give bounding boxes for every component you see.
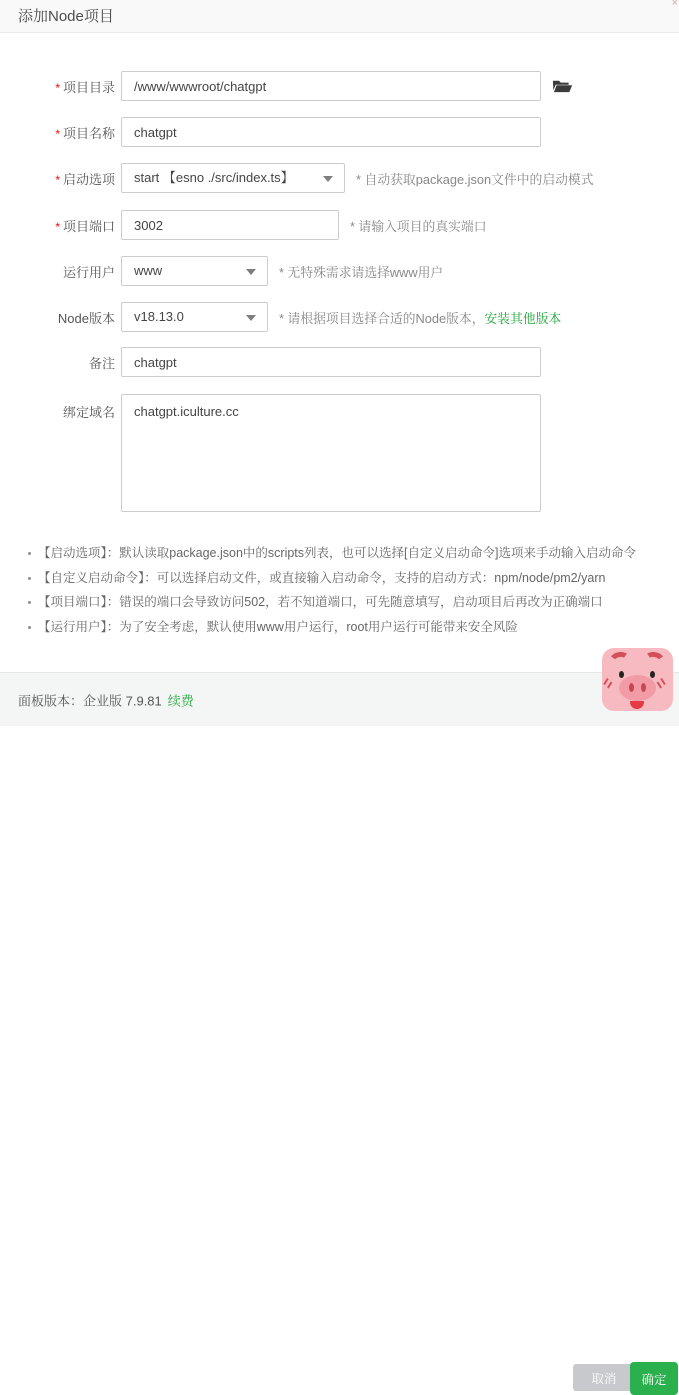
pig-eye-right xyxy=(650,671,655,678)
required-asterisk: * xyxy=(55,172,60,187)
field-row-node-version xyxy=(0,302,679,332)
pig-cheek-right xyxy=(660,678,665,685)
notes-list xyxy=(0,545,671,643)
caret-down-icon xyxy=(246,315,256,321)
project-directory-input[interactable] xyxy=(121,71,541,101)
pig-cheek-left xyxy=(603,678,608,685)
dialog-footer xyxy=(0,672,679,1387)
node-version-hint: * 请根据项目选择合适的Node版本，安装其他版本 xyxy=(279,310,562,326)
field-row-project-directory xyxy=(0,71,679,101)
required-asterisk: * xyxy=(55,219,60,234)
run-user-value: www xyxy=(134,263,163,278)
field-row-bind-domain xyxy=(0,394,679,512)
note-item: 【运行用户】：为了安全考虑，默认使用www用户运行，root用户运行可能带来安全风险 xyxy=(0,619,671,636)
field-row-run-user xyxy=(0,256,679,286)
node-version-select[interactable] xyxy=(121,302,268,332)
required-asterisk: * xyxy=(55,126,60,141)
remark-input[interactable] xyxy=(121,347,541,377)
project-name-label: * 项目名称 xyxy=(55,125,115,141)
field-row-start-option xyxy=(0,163,679,193)
run-user-select[interactable] xyxy=(121,256,268,286)
required-asterisk: * xyxy=(55,80,60,95)
pig-nostril-right xyxy=(641,683,646,692)
field-row-remark xyxy=(0,347,679,377)
project-directory-label: * 项目目录 xyxy=(55,79,115,95)
run-user-label: 运行用户 xyxy=(62,264,115,280)
close-icon[interactable]: × xyxy=(671,0,678,9)
panel-version xyxy=(18,690,194,709)
dialog-header xyxy=(0,0,679,33)
folder-open-icon[interactable] xyxy=(552,78,573,94)
start-option-label: * 启动选项 xyxy=(55,171,115,187)
caret-down-icon xyxy=(246,269,256,275)
dialog-title: 添加Node项目 xyxy=(18,8,114,25)
pig-ear-left xyxy=(608,650,633,672)
pig-snout xyxy=(619,675,656,701)
renew-link[interactable]: 续费 xyxy=(167,693,194,708)
field-row-project-port xyxy=(0,210,679,240)
panel-version-label: 面板版本： xyxy=(18,693,84,708)
node-version-value: v18.13.0 xyxy=(134,309,184,324)
note-item: 【启动选项】：默认读取package.json中的scripts列表，也可以选择[自定义启动命令]选项来手动输入启动命令 xyxy=(0,545,671,562)
install-other-version-link[interactable]: 安装其他版本 xyxy=(484,310,562,326)
pig-eye-left xyxy=(619,671,624,678)
cancel-button[interactable]: 取消 xyxy=(573,1364,635,1391)
project-name-input[interactable] xyxy=(121,117,541,147)
start-option-hint: * 自动获取package.json文件中的启动模式 xyxy=(356,171,594,187)
bind-domain-label: 绑定域名 xyxy=(62,405,115,420)
note-item: 【自定义启动命令】：可以选择启动文件，或直接输入启动命令，支持的启动方式：npm/node/pm2/yarn xyxy=(0,570,671,587)
project-port-hint: * 请输入项目的真实端口 xyxy=(350,218,487,234)
run-user-hint: * 无特殊需求请选择www用户 xyxy=(279,264,444,280)
pig-ear-right xyxy=(642,650,667,672)
project-port-input[interactable] xyxy=(121,210,339,240)
confirm-button[interactable]: 确定 xyxy=(630,1362,678,1395)
caret-down-icon xyxy=(323,176,333,182)
note-item: 【项目端口】：错误的端口会导致访问502，若不知道端口，可先随意填写，启动项目后再改为正确端口 xyxy=(0,594,671,611)
start-option-value: start 【esno ./src/index.ts】 xyxy=(134,170,294,185)
pig-nostril-left xyxy=(629,683,634,692)
field-row-project-name xyxy=(0,117,679,147)
pig-sticker-icon xyxy=(602,648,673,711)
bind-domain-textarea[interactable] xyxy=(121,394,541,512)
panel-version-value: 企业版 7.9.81 xyxy=(83,693,162,708)
pig-mouth xyxy=(630,701,644,709)
project-port-label: * 项目端口 xyxy=(55,218,115,234)
node-version-label: Node版本 xyxy=(57,310,115,326)
remark-label: 备注 xyxy=(88,355,115,371)
start-option-select[interactable] xyxy=(121,163,345,193)
